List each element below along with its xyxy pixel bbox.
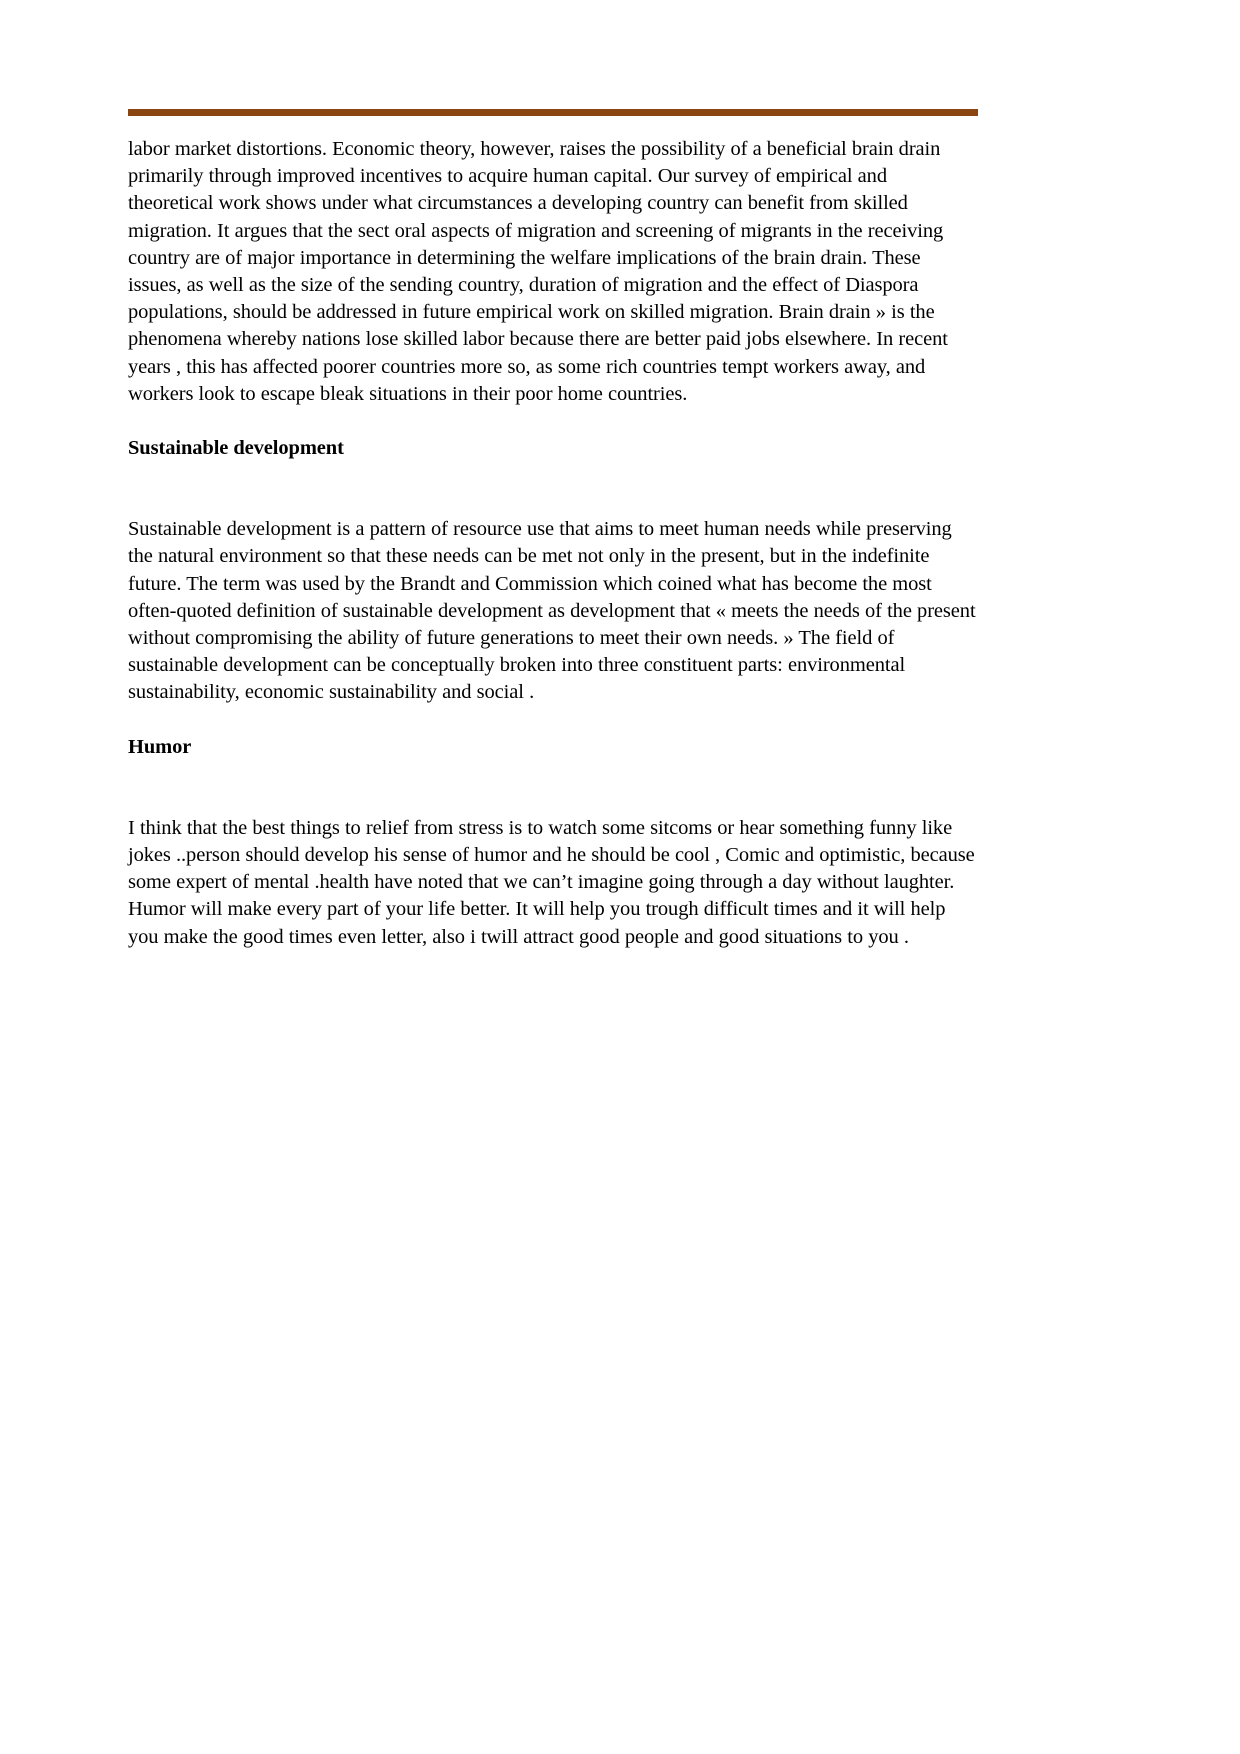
paragraph-humor-body: I think that the best things to relief from stress is to watch some sitcoms or hear something funny like jokes ..person should develop his sense of humor and he should be cool , Comic and optimistic, because some expert of mental .health have noted that we can’t imagine going through a day without laughter. Humor will make every part of your life better. It will help you trough difficult times and it will help you make the good times even letter, also i twill attract good people and good situations to you . [128, 816, 975, 948]
paragraph-spacer [128, 707, 976, 734]
heading-spacer [128, 462, 976, 516]
page-header [128, 60, 978, 116]
header-divider-rule [128, 109, 978, 116]
heading-humor: Humor [128, 735, 192, 758]
paragraph-sustainable-development-body: Sustainable development is a pattern of resource use that aims to meet human needs while preserving the natural environment so that these needs can be met not only in the present, but in the indefinite future. The term was used by the Brandt and Commission which coined what has become the most often-quoted definition of sustainable development as development that « meets the needs of the present without compromising the ability of future generations to meet their own needs. » The field of sustainable development can be conceptually broken into three constituent parts: environmental sustainability, economic sustainability and social . [128, 518, 976, 704]
document-body [128, 136, 976, 951]
paragraph-brain-drain: labor market distortions. Economic theory, however, raises the possibility of a beneficial brain drain primarily through improved incentives to acquire human capital. Our survey of empirical and theoretical work shows under what circumstances a developing country can benefit from skilled migration. It argues that the sect oral aspects of migration and screening of migrants in the receiving country are of major importance in determining the welfare implications of the brain drain. These issues, as well as the size of the sending country, duration of migration and the effect of Diaspora populations, should be addressed in future empirical work on skilled migration. Brain drain » is the phenomena whereby nations lose skilled labor because there are better paid jobs elsewhere. In recent years , this has affected poorer countries more so, as some rich countries tempt workers away, and workers look to escape bleak situations in their poor home countries. [128, 138, 948, 405]
paragraph-spacer [128, 408, 976, 435]
heading-sustainable-development: Sustainable development [128, 437, 344, 460]
heading-spacer [128, 761, 976, 815]
